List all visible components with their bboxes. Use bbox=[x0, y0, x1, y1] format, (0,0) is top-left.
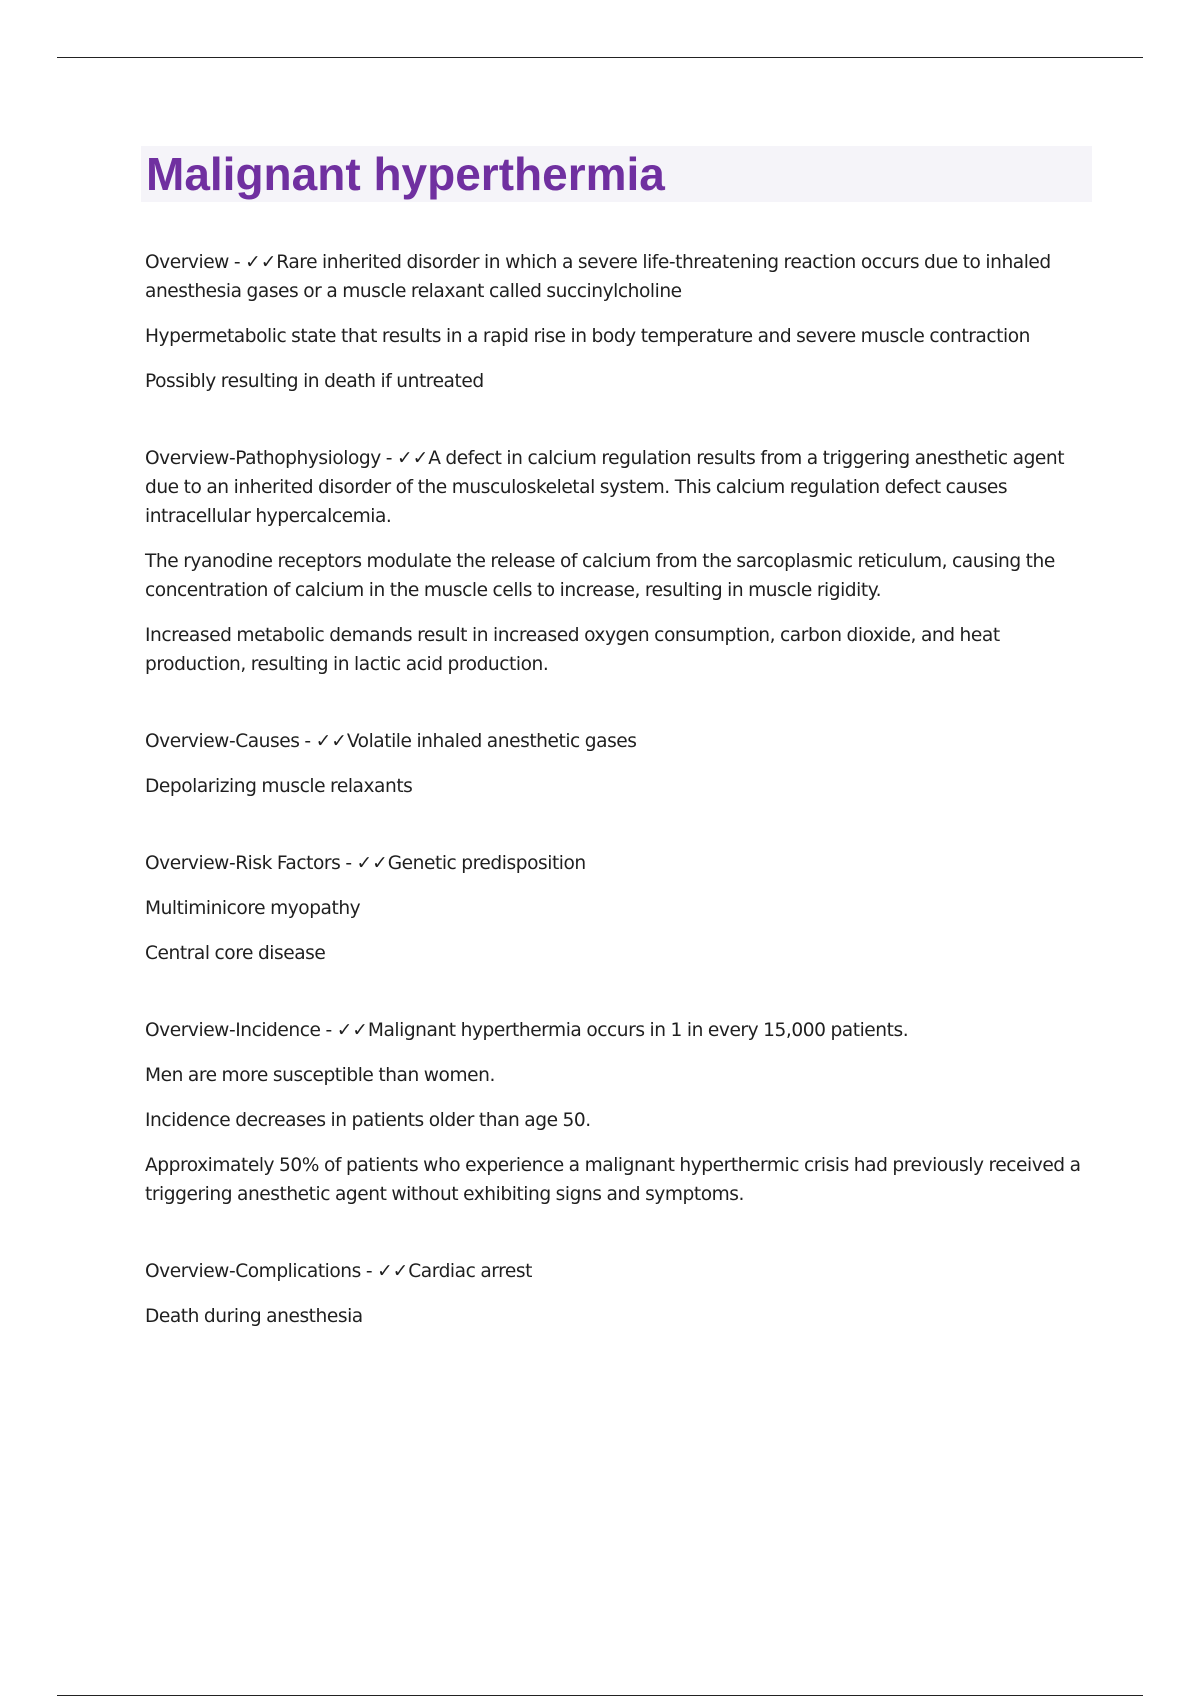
footer-rule bbox=[57, 1695, 1143, 1696]
flashcard-question bbox=[145, 727, 1095, 756]
term-label: Overview-Risk Factors - bbox=[145, 853, 357, 874]
term-label: Overview-Incidence - bbox=[145, 1020, 337, 1041]
answer-line: Incidence decreases in patients older than age 50. bbox=[145, 1110, 591, 1131]
flashcard-question bbox=[145, 248, 1095, 306]
flashcard-question bbox=[145, 1257, 1095, 1286]
answer-text: Malignant hyperthermia occurs in 1 in every 15,000 patients. bbox=[367, 1020, 909, 1041]
term-label: Overview-Causes - bbox=[145, 731, 316, 752]
answer-text: Rare inherited disorder in which a severe life-threatening reaction occurs due to inhaled anesthesia gases or a muscle relaxant called succinylcholine bbox=[145, 252, 1051, 302]
check-mark-icon: ✓✓ bbox=[336, 1020, 368, 1041]
check-mark-icon: ✓✓ bbox=[397, 448, 429, 469]
answer-line: Increased metabolic demands result in increased oxygen consumption, carbon dioxide, and heat production, resulting in lactic acid production. bbox=[145, 625, 1000, 675]
answer-text: Genetic predisposition bbox=[387, 853, 586, 874]
answer-line: Men are more susceptible than women. bbox=[145, 1065, 495, 1086]
answer-line: Approximately 50% of patients who experience a malignant hyperthermic crisis had previously received a triggering anesthetic agent without exhibiting signs and symptoms. bbox=[145, 1155, 1081, 1205]
flashcard-incidence bbox=[145, 1016, 1095, 1209]
term-label: Overview-Pathophysiology - bbox=[145, 448, 398, 469]
check-mark-icon: ✓✓ bbox=[315, 731, 347, 752]
check-mark-icon: ✓✓ bbox=[377, 1261, 409, 1282]
answer-line: Possibly resulting in death if untreated bbox=[145, 371, 484, 392]
answer-line: Depolarizing muscle relaxants bbox=[145, 776, 413, 797]
answer-text: Volatile inhaled anesthetic gases bbox=[346, 731, 637, 752]
answer-text: A defect in calcium regulation results from a triggering anesthetic agent due to an inherited disorder of the musculoskeletal system. This calcium regulation defect causes intracellular hypercalcemia. bbox=[145, 448, 1065, 527]
flashcard-question bbox=[145, 849, 1095, 878]
answer-line: Death during anesthesia bbox=[145, 1306, 363, 1327]
check-mark-icon: ✓✓ bbox=[245, 252, 277, 273]
answer-text: Cardiac arrest bbox=[408, 1261, 532, 1282]
term-label: Overview-Complications - bbox=[145, 1261, 378, 1282]
flashcard-list bbox=[145, 248, 1095, 1331]
answer-line: Hypermetabolic state that results in a rapid rise in body temperature and severe muscle contraction bbox=[145, 326, 1030, 347]
answer-line: Multiminicore myopathy bbox=[145, 898, 361, 919]
flashcard-causes bbox=[145, 727, 1095, 801]
term-label: Overview - bbox=[145, 252, 246, 273]
answer-line: Central core disease bbox=[145, 943, 326, 964]
flashcard-complications bbox=[145, 1257, 1095, 1331]
answer-line: The ryanodine receptors modulate the release of calcium from the sarcoplasmic reticulum, causing the concentration of calcium in the muscle cells to increase, resulting in muscle rigidity. bbox=[145, 551, 1055, 601]
header-rule bbox=[57, 57, 1143, 58]
flashcard-question bbox=[145, 1016, 1095, 1045]
flashcard-pathophysiology bbox=[145, 444, 1095, 679]
flashcard-question bbox=[145, 444, 1095, 531]
check-mark-icon: ✓✓ bbox=[356, 853, 388, 874]
flashcard-overview bbox=[145, 248, 1095, 396]
page-title: Malignant hyperthermia bbox=[146, 148, 665, 200]
flashcard-risk-factors bbox=[145, 849, 1095, 968]
